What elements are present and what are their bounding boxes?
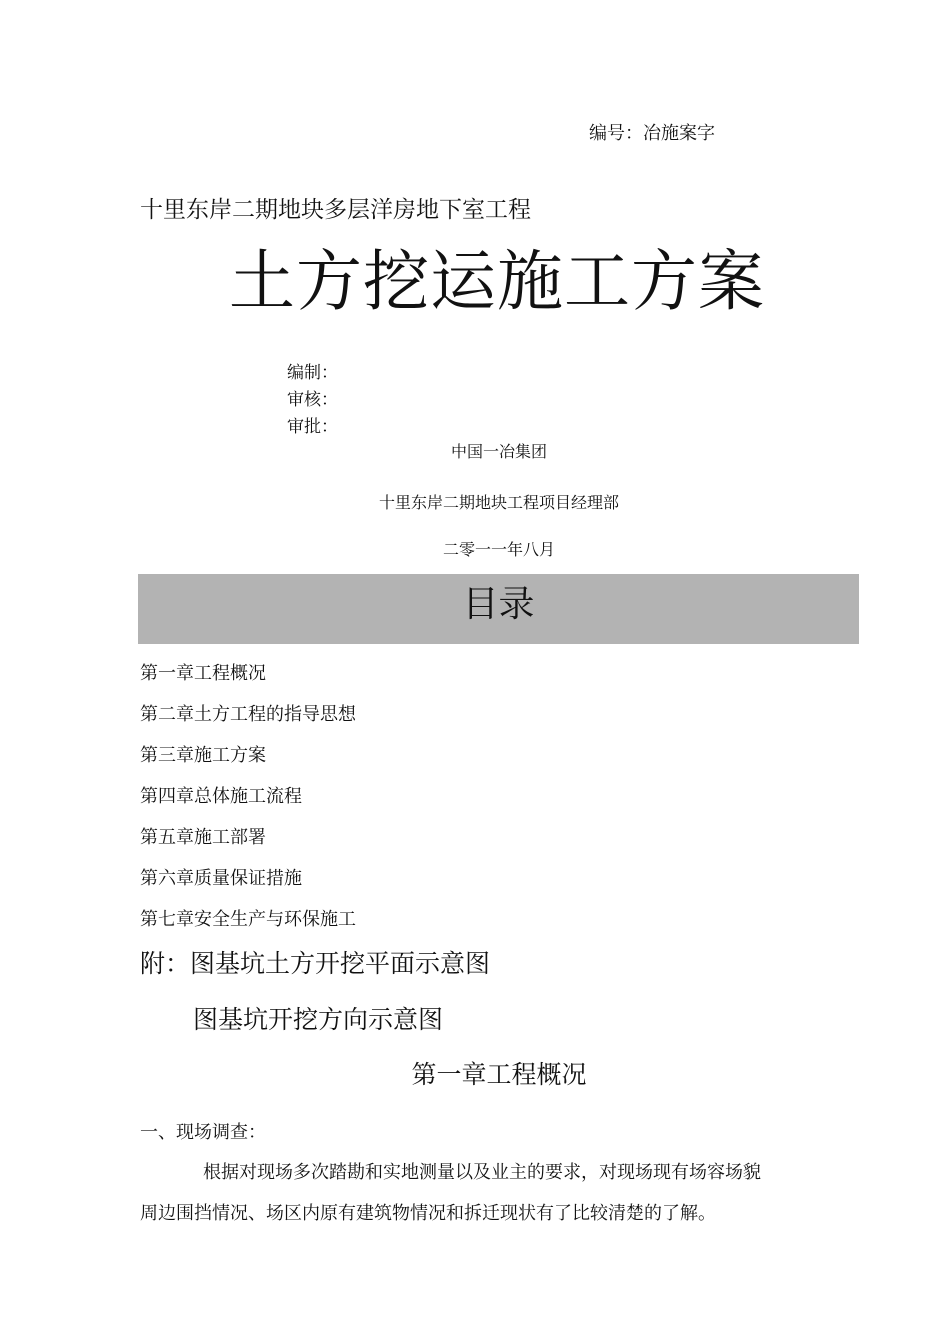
paragraph-line: 根据对现场多次踏勘和实地测量以及业主的要求，对现场现有场容场貌 <box>203 1162 761 1183</box>
document-number: 编号：冶施案字 <box>589 123 715 144</box>
appendix-item: 附：图基坑土方开挖平面示意图 <box>140 949 491 978</box>
toc-item: 第四章总体施工流程 <box>140 786 302 807</box>
paragraph-line: 周边围挡情况、场区内原有建筑物情况和拆迁现状有了比较清楚的了解。 <box>140 1203 716 1224</box>
toc-list <box>140 661 356 948</box>
document-date: 二零一一年八月 <box>442 540 555 559</box>
department-name: 十里东岸二期地块工程项目经理部 <box>378 493 619 512</box>
appendix-item: 图基坑开挖方向示意图 <box>193 1005 444 1034</box>
document-title: 土方挖运施工方案 <box>229 243 765 320</box>
chapter-heading: 第一章工程概况 <box>411 1060 587 1089</box>
company-name: 中国一冶集团 <box>450 442 547 461</box>
compiled-by-label: 编制： <box>287 363 338 383</box>
approved-by-label: 审批： <box>287 417 338 437</box>
project-subtitle: 十里东岸二期地块多层洋房地下室工程 <box>140 197 531 223</box>
toc-item: 第二章土方工程的指导思想 <box>140 704 356 725</box>
toc-item: 第六章质量保证措施 <box>140 868 302 889</box>
section-heading: 一、现场调查： <box>140 1122 266 1143</box>
toc-item: 第七章安全生产与环保施工 <box>140 909 356 930</box>
toc-item: 第五章施工部署 <box>140 827 266 848</box>
toc-item: 第一章工程概况 <box>140 663 266 684</box>
toc-title: 目录 <box>462 584 535 625</box>
toc-item: 第三章施工方案 <box>140 745 266 766</box>
toc-banner <box>138 574 859 644</box>
reviewed-by-label: 审核： <box>287 390 338 410</box>
